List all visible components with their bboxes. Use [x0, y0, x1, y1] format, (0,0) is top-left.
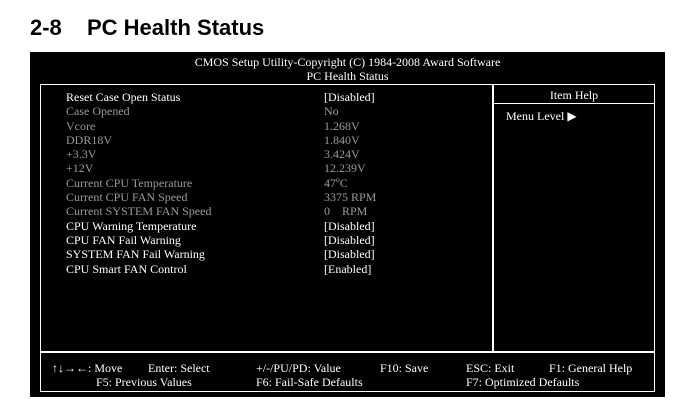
setting-cpu-temperature — [66, 176, 474, 190]
setting-label: Vcore — [66, 118, 96, 133]
key-select: Enter: Select — [148, 361, 210, 375]
setting-cpu-fan-speed — [66, 190, 474, 204]
setting-cpu-smart-fan-control[interactable] — [66, 262, 474, 276]
setting-label: DDR18V — [66, 132, 113, 147]
setting-label: +12V — [66, 161, 94, 176]
setting-value: 1.268V — [324, 118, 360, 133]
setting-label: +3.3V — [66, 147, 97, 162]
setting-value[interactable]: [Disabled] — [324, 90, 375, 104]
help-divider — [494, 103, 654, 104]
key-general-help: F1: General Help — [549, 361, 633, 375]
setting-vcore — [66, 119, 474, 133]
setting-value[interactable]: [Enabled] — [324, 261, 372, 276]
key-move: ↑↓→←: Move — [52, 361, 123, 375]
key-save: F10: Save — [380, 361, 429, 375]
bios-screen — [30, 52, 665, 397]
document-heading — [30, 8, 264, 48]
setting-label: CPU Smart FAN Control — [66, 261, 187, 276]
key-exit: ESC: Exit — [466, 361, 515, 375]
setting-value: 1.840V — [324, 132, 360, 147]
section-number: 2-8 — [30, 15, 62, 40]
setting-label: Reset Case Open Status — [66, 90, 181, 104]
setting-cpu-warning-temperature[interactable] — [66, 219, 474, 233]
settings-list — [66, 90, 474, 276]
item-help-title: Item Help — [549, 88, 599, 102]
setting-3v3 — [66, 147, 474, 161]
section-title: PC Health Status — [87, 15, 265, 40]
item-help-panel — [493, 84, 655, 352]
setting-label: Current CPU Temperature — [66, 175, 193, 190]
setting-value[interactable]: [Disabled] — [324, 247, 375, 262]
setting-value: 47ºC — [324, 175, 348, 190]
setting-case-opened — [66, 104, 474, 118]
setting-value[interactable]: [Disabled] — [324, 218, 375, 233]
menu-level-text: Menu Level ▶ — [506, 109, 577, 123]
setting-label: Current SYSTEM FAN Speed — [66, 204, 212, 219]
setting-cpu-fan-fail-warning[interactable] — [66, 233, 474, 247]
setting-ddr18v — [66, 133, 474, 147]
key-value: +/-/PU/PD: Value — [256, 361, 341, 375]
setting-value[interactable]: [Disabled] — [324, 232, 375, 247]
setting-12v — [66, 161, 474, 175]
bios-copyright: CMOS Setup Utility-Copyright (C) 1984-2008 Award Software — [194, 55, 501, 69]
key-previous-values: F5: Previous Values — [96, 375, 192, 389]
setting-label: CPU FAN Fail Warning — [66, 232, 181, 247]
bios-title — [30, 55, 665, 83]
setting-system-fan-speed — [66, 204, 474, 218]
setting-value: 0 RPM — [324, 204, 368, 219]
setting-label: Case Opened — [66, 104, 130, 119]
setting-label: SYSTEM FAN Fail Warning — [66, 247, 205, 262]
bios-page-title: PC Health Status — [306, 69, 389, 83]
setting-system-fan-fail-warning[interactable] — [66, 247, 474, 261]
setting-reset-case-open-status[interactable] — [66, 90, 474, 104]
key-failsafe-defaults: F6: Fail-Safe Defaults — [256, 375, 363, 389]
setting-label: CPU Warning Temperature — [66, 218, 197, 233]
key-optimized-defaults: F7: Optimized Defaults — [466, 375, 580, 389]
setting-value: 3375 RPM — [324, 190, 377, 205]
setting-value: 12.239V — [324, 161, 366, 176]
setting-label: Current CPU FAN Speed — [66, 190, 188, 205]
setting-value: No — [324, 104, 339, 119]
setting-value: 3.424V — [324, 147, 360, 162]
